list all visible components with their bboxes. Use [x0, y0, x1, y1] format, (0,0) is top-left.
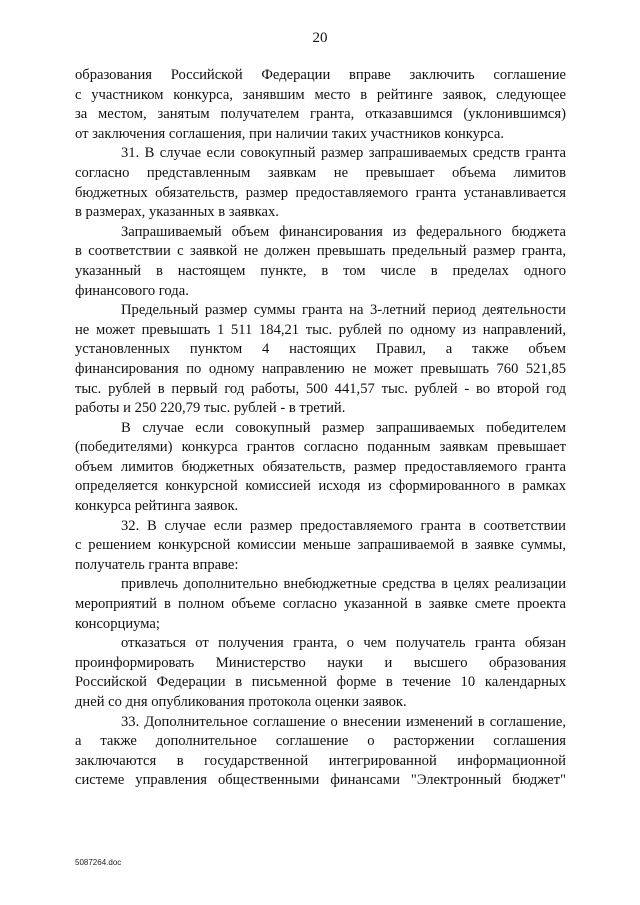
text-line: отказаться от получения гранта, о чем получатель гранта обязан — [121, 635, 566, 652]
paragraph — [75, 575, 566, 634]
text-line: В случае если совокупный размер запрашиваемых победителем — [121, 419, 566, 436]
text-line: 33. Дополнительное соглашение о внесении изменений в соглашение, — [121, 713, 566, 730]
text-line: проинформировать Министерство науки и высшего образования — [75, 654, 566, 671]
text-line: а также дополнительное соглашение о расторжении соглашения — [75, 733, 566, 750]
page-number: 20 — [312, 30, 328, 46]
text-line: согласно представленным заявкам не превышает объема лимитов — [75, 164, 566, 181]
text-line: тыс. рублей в первый год работы, 500 441,57 тыс. рублей - во второй год — [75, 380, 566, 397]
text-line: консорциума; — [75, 615, 160, 632]
paragraph — [75, 517, 566, 576]
paragraph — [75, 419, 566, 517]
text-line: финансового года. — [75, 282, 189, 299]
text-line: в соответствии с заявкой не должен превышать предельный размер гранта, — [75, 243, 566, 260]
text-line: за местом, занятым получателем гранта, отказавшимся (уклонившимся) — [75, 106, 566, 123]
text-line: Российской Федерации в письменной форме в течение 10 календарных — [75, 674, 566, 691]
document-body — [75, 66, 566, 791]
paragraph — [75, 634, 566, 712]
text-line: (победителями) конкурса грантов согласно поданным заявкам превышает — [75, 439, 566, 456]
text-line: финансирования по одному направлению не может превышать 760 521,85 — [75, 360, 566, 377]
text-line: получатель гранта вправе: — [75, 556, 239, 573]
text-line: бюджетных обязательств, размер предоставляемого гранта устанавливается — [75, 184, 566, 201]
text-line: системе управления общественными финансами "Электронный бюджет" — [75, 772, 566, 789]
text-line: Запрашиваемый объем финансирования из федерального бюджета — [121, 223, 566, 240]
paragraph — [75, 144, 566, 222]
text-line: с решением конкурсной комиссии меньше запрашиваемой в заявке суммы, — [75, 537, 566, 554]
text-line: заключаются в государственной интегрированной информационной — [75, 752, 566, 769]
paragraph — [75, 223, 566, 301]
text-line: образования Российской Федерации вправе заключить соглашение — [75, 67, 566, 83]
paragraph — [75, 301, 566, 419]
text-line: объем лимитов бюджетных обязательств, размер предоставляемого гранта — [75, 458, 566, 475]
text-line: мероприятий в полном объеме согласно указанной в заявке смете проекта — [75, 596, 566, 613]
paragraph — [75, 66, 566, 144]
document-file-code: 5087264.doc — [75, 858, 122, 867]
text-line: Предельный размер суммы гранта на 3-летний период деятельности — [121, 302, 566, 319]
text-line: дней со дня опубликования протокола оценки заявок. — [75, 694, 407, 710]
text-line: с участником конкурса, занявшим место в рейтинге заявок, следующее — [75, 86, 566, 103]
text-line: определяется конкурсной комиссией исходя из сформированного в рамках — [75, 478, 566, 495]
text-line: привлечь дополнительно внебюджетные средства в целях реализации — [121, 576, 566, 593]
text-line: 31. В случае если совокупный размер запрашиваемых средств гранта — [121, 145, 566, 162]
text-line: указанный в настоящем пункте, в том числе в пределах одного — [75, 262, 566, 279]
text-line: в размерах, указанных в заявках. — [75, 204, 279, 221]
text-line: от заключения соглашения, при наличии таких участников конкурса. — [75, 125, 505, 142]
text-line: работы и 250 220,79 тыс. рублей - в третий. — [75, 400, 346, 417]
paragraph — [75, 713, 566, 791]
text-line: 32. В случае если размер предоставляемого гранта в соответствии — [121, 517, 566, 534]
text-line: не может превышать 1 511 184,21 тыс. рублей по одному из направлений, — [75, 321, 566, 338]
text-line: установленных пунктом 4 настоящих Правил, а также объем — [75, 341, 566, 358]
text-line: конкурса рейтинга заявок. — [75, 498, 239, 515]
